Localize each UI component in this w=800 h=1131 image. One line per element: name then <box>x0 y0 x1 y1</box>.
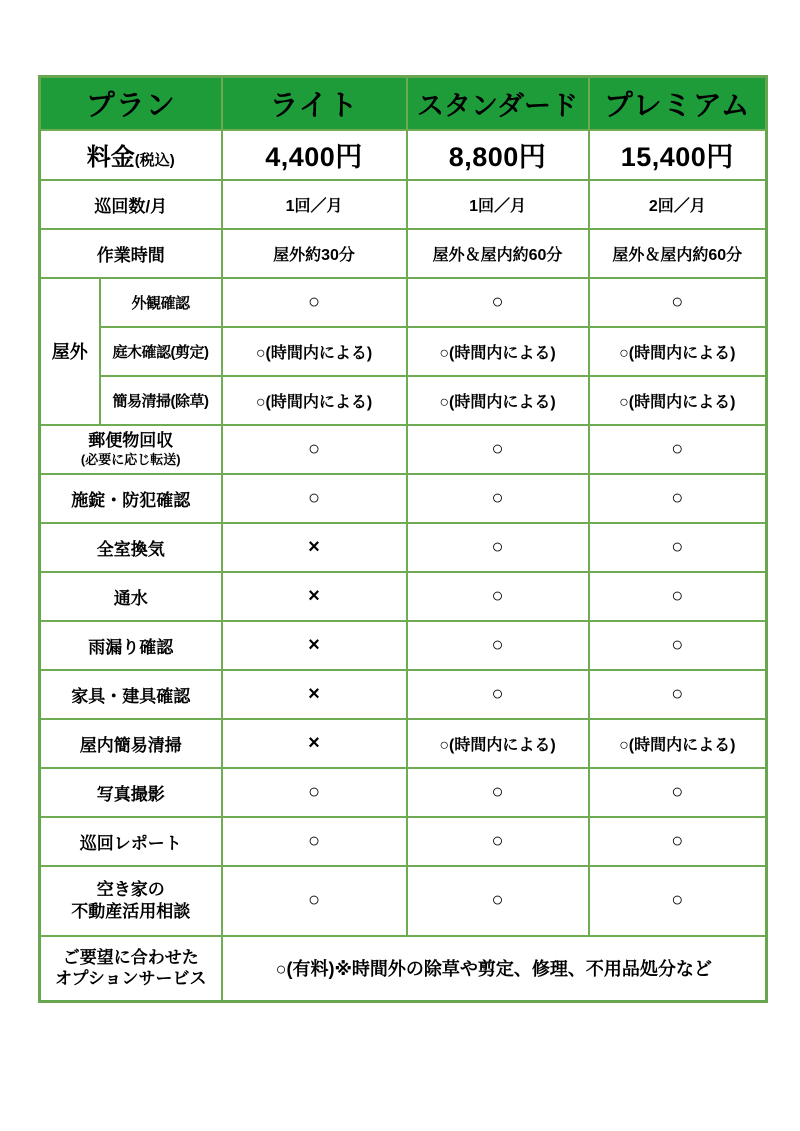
price-premium: 15,400円 <box>589 130 767 180</box>
cell-value: ○(時間内による) <box>407 327 589 376</box>
cell-value: ○ <box>589 817 767 866</box>
cell-value: ○ <box>222 817 407 866</box>
cell-value: ○ <box>589 474 767 523</box>
cell-value: × <box>222 572 407 621</box>
price-label-main: 料金 <box>86 144 135 171</box>
price-standard: 8,800円 <box>407 130 589 180</box>
row-label <box>40 936 222 1002</box>
cell-value: ○ <box>407 866 589 936</box>
row-label: 通水 <box>40 572 222 621</box>
header-plan-light: ライト <box>222 77 407 130</box>
cell-value: ○ <box>589 866 767 936</box>
cell-value: ○ <box>407 278 589 327</box>
outdoor-group-label: 屋外 <box>40 278 100 425</box>
row-label: 写真撮影 <box>40 768 222 817</box>
row-sublabel: 外観確認 <box>100 278 222 327</box>
cell-value: ○(時間内による) <box>589 719 767 768</box>
table-row-leak <box>40 621 767 670</box>
cell-value: ○ <box>222 278 407 327</box>
table-row-frequency <box>40 180 767 229</box>
cell-value: ○ <box>407 621 589 670</box>
row-label-line2: 不動産活用相談 <box>71 901 191 921</box>
row-sublabel: 庭木確認(剪定) <box>100 327 222 376</box>
cell-value: ○ <box>222 425 407 474</box>
cell-value: × <box>222 719 407 768</box>
cell-value: 屋外＆屋内約60分 <box>407 229 589 278</box>
cell-value: ○ <box>589 768 767 817</box>
cell-value: ○ <box>589 572 767 621</box>
cell-value: ○ <box>222 866 407 936</box>
cell-value: ○(時間内による) <box>589 376 767 425</box>
table-row-outdoor-appearance <box>40 278 767 327</box>
cell-value: ○(時間内による) <box>589 327 767 376</box>
cell-value: 2回／月 <box>589 180 767 229</box>
cell-value: ○ <box>589 278 767 327</box>
row-label <box>40 425 222 474</box>
table-row-outdoor-garden <box>40 327 767 376</box>
cell-value: ○ <box>407 523 589 572</box>
row-label: 家具・建具確認 <box>40 670 222 719</box>
cell-value: ○(時間内による) <box>407 376 589 425</box>
row-label: 巡回レポート <box>40 817 222 866</box>
cell-value: ○(時間内による) <box>407 719 589 768</box>
row-label-line1: ご要望に合わせた <box>62 948 199 967</box>
row-label: 巡回数/月 <box>40 180 222 229</box>
row-label-line1: 郵便物回収 <box>88 431 174 451</box>
cell-value: ○(時間内による) <box>222 376 407 425</box>
cell-value: ○ <box>407 817 589 866</box>
table-row-ventilation <box>40 523 767 572</box>
cell-value: ○ <box>407 572 589 621</box>
table-row-outdoor-cleaning <box>40 376 767 425</box>
price-light: 4,400円 <box>222 130 407 180</box>
table-row-consultation <box>40 866 767 936</box>
cell-value: ○ <box>222 474 407 523</box>
row-label: 施錠・防犯確認 <box>40 474 222 523</box>
table-row-furniture <box>40 670 767 719</box>
cell-value: ○(時間内による) <box>222 327 407 376</box>
cell-value: ○ <box>589 670 767 719</box>
cell-value: 屋外約30分 <box>222 229 407 278</box>
header-plan-premium: プレミアム <box>589 77 767 130</box>
cell-value: × <box>222 621 407 670</box>
cell-value: ○ <box>222 768 407 817</box>
cell-value: ○ <box>407 670 589 719</box>
cell-value: ○ <box>589 523 767 572</box>
row-label: 屋内簡易清掃 <box>40 719 222 768</box>
row-label-line2: オプションサービス <box>55 969 207 989</box>
cell-value: 1回／月 <box>222 180 407 229</box>
cell-value: 1回／月 <box>407 180 589 229</box>
table-row-lock <box>40 474 767 523</box>
row-label: 作業時間 <box>40 229 222 278</box>
row-label: 全室換気 <box>40 523 222 572</box>
row-sublabel: 簡易清掃(除草) <box>100 376 222 425</box>
table-row-photo <box>40 768 767 817</box>
table-row-report <box>40 817 767 866</box>
table-row-worktime <box>40 229 767 278</box>
row-label: 雨漏り確認 <box>40 621 222 670</box>
price-row <box>40 130 767 180</box>
header-plan: プラン <box>40 77 222 130</box>
row-label <box>40 866 222 936</box>
table-row-indoor-cleaning <box>40 719 767 768</box>
cell-value: ○ <box>407 768 589 817</box>
cell-value: × <box>222 523 407 572</box>
table-row-mail <box>40 425 767 474</box>
header-plan-standard: スタンダード <box>407 77 589 130</box>
table-header-row <box>40 77 767 130</box>
table-row-water <box>40 572 767 621</box>
cell-value: ○ <box>589 621 767 670</box>
cell-value: ○ <box>407 474 589 523</box>
cell-value: ○ <box>589 425 767 474</box>
row-label-line2: (必要に応じ転送) <box>80 451 181 467</box>
table-row-option <box>40 936 767 1002</box>
cell-value: ○ <box>407 425 589 474</box>
cell-value: × <box>222 670 407 719</box>
option-value: ○(有料)※時間外の除草や剪定、修理、不用品処分など <box>222 936 767 1002</box>
cell-value: 屋外＆屋内約60分 <box>589 229 767 278</box>
price-label-note: (税込) <box>134 152 175 169</box>
price-label <box>40 130 222 180</box>
plan-comparison-table <box>38 75 768 1003</box>
row-label-line1: 空き家の <box>96 880 165 900</box>
